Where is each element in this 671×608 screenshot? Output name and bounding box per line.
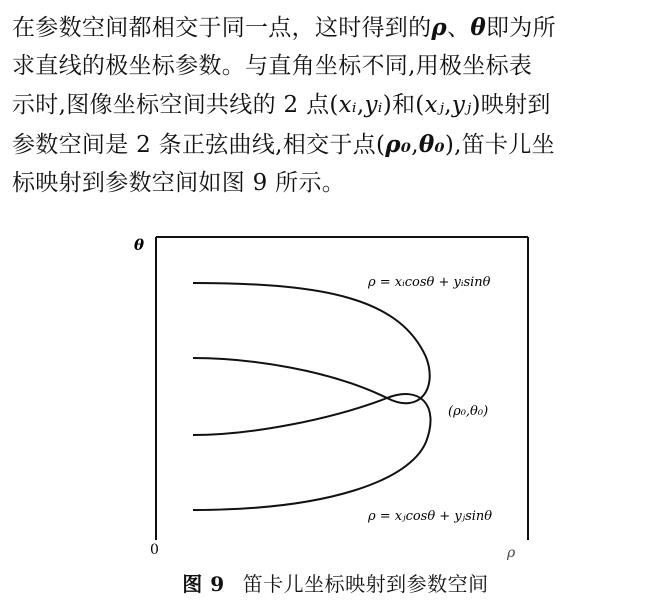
y-axis-label: θ xyxy=(134,236,145,254)
rho0-symbol: ρ₀ xyxy=(385,131,412,158)
xj-symbol: xⱼ xyxy=(424,92,445,118)
caption-text: 笛卡儿坐标映射到参数空间 xyxy=(242,572,489,596)
xi-symbol: xᵢ xyxy=(338,92,357,118)
intersection-label: (ρ₀,θ₀) xyxy=(448,404,489,419)
yi-symbol: yᵢ xyxy=(364,92,383,118)
rho-symbol: ρ xyxy=(431,14,448,41)
line1-text: 在参数空间都相交于同一点，这时得到的 xyxy=(12,15,432,41)
comma: , xyxy=(411,132,419,158)
line4-start: 参数空间是 2 条正弦曲线,相交于点( xyxy=(12,132,386,158)
comma: , xyxy=(356,92,365,118)
theta0-symbol: θ₀ xyxy=(418,131,445,158)
line3-end: )映射到 xyxy=(471,92,551,118)
origin-label: 0 xyxy=(150,542,159,558)
paragraph-line-5: 标映射到参数空间如图 9 所示。 xyxy=(12,170,346,196)
line1-end: 即为所 xyxy=(485,15,556,41)
sine-curve-bottom xyxy=(193,394,431,510)
curve-top-label: ρ = xᵢcosθ + yᵢsinθ xyxy=(368,275,491,290)
sine-curve-top xyxy=(193,283,430,403)
x-axis-label: ρ xyxy=(507,545,516,561)
theta-symbol: θ xyxy=(470,14,486,41)
curve-bottom-label: ρ = xⱼcosθ + yⱼsinθ xyxy=(368,509,493,524)
line4-end: ),笛卡儿坐 xyxy=(444,132,555,158)
line3-start: 示时,图像坐标空间共线的 2 点( xyxy=(12,92,339,118)
paragraph-line-2: 求直线的极坐标参数。与直角坐标不同,用极坐标表 xyxy=(12,53,533,79)
comma: , xyxy=(444,92,452,118)
figure-caption xyxy=(0,568,671,597)
yj-symbol: yⱼ xyxy=(451,92,472,118)
separator: 、 xyxy=(447,15,471,41)
caption-number: 图 9 xyxy=(182,572,225,596)
line3-mid: )和( xyxy=(382,92,425,118)
